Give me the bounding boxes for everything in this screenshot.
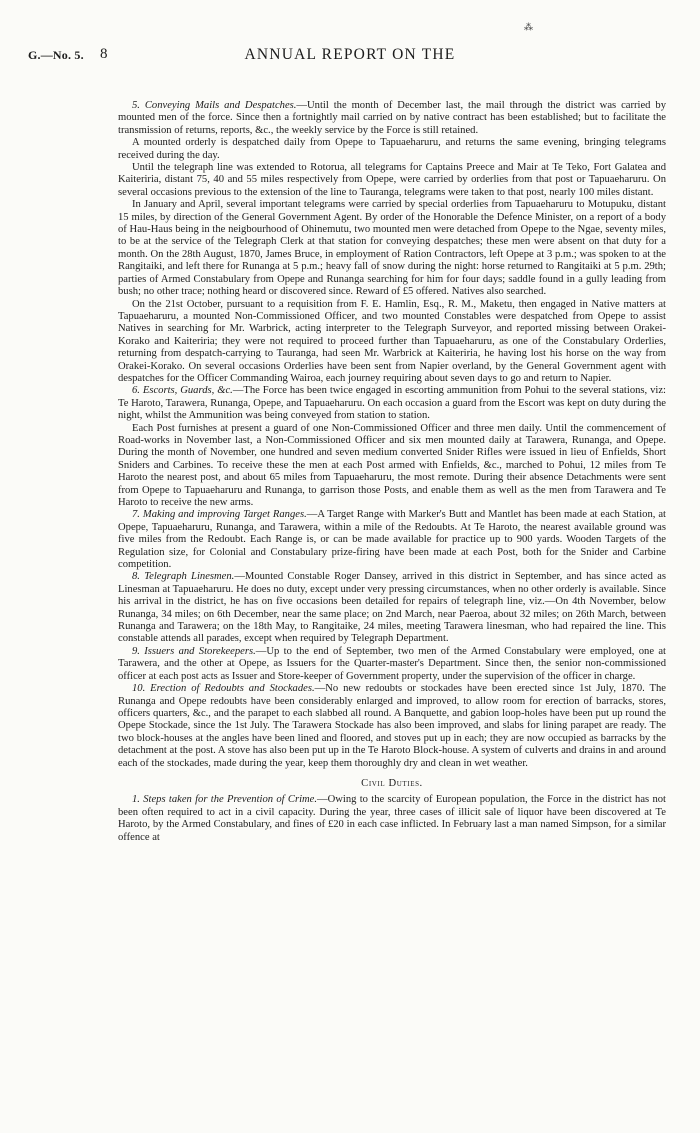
paragraph-rubric: 1. Steps taken for the Prevention of Crime. — [132, 794, 318, 806]
running-title: ANNUAL REPORT ON THE — [244, 46, 456, 63]
page-header — [28, 48, 672, 68]
paragraph — [118, 794, 666, 844]
series-number: G.—No. 5. — [28, 48, 84, 62]
page-number: 8 — [100, 46, 108, 62]
paragraph-rubric: 6. Escorts, Guards, &c. — [132, 385, 233, 397]
corner-mark: ⁂ — [524, 22, 533, 32]
report-body — [118, 100, 666, 844]
paragraph — [118, 299, 666, 386]
paragraph-text: —Owing to the scarcity of European population, the Force in the district has not been often required to act in a civil capacity. During the year, three cases of illicit sale of liquor have been discovered at Te Haroto, by the Armed Constabulary, and fines of £20 in each case inflicted. In February last a man named Simpson, for a similar offence at — [118, 794, 666, 843]
paragraph-text: A mounted orderly is despatched daily from Opepe to Tapuaeharuru, and returns the same evening, bringing telegrams received during the day. — [118, 137, 666, 161]
paragraph-text: On the 21st October, pursuant to a requisition from F. E. Hamlin, Esq., R. M., Maketu, then engaged in Native matters at Tapuaeharuru, a mounted Non-Commissioned Officer, and two mounted Constables were despatched from Opepe to assist Natives in searching for Mr. Warbrick, acting interpreter to the Telegraph Surveyor, and reported missing between Orakei-Korako and Kaiteriria; they were not required to proceed further than Tapuaeharuru, as one of the Constabulary Orderlies, returning from despatch-carrying to Tauranga, had seen Mr. Warbrick at Kaiteriria, he having lost his horse on the way from Orakei-Korako. On several occasions Orderlies have been sent from Napier overland, by the General Government agent with despatches for the Officer Commanding Wairoa, each journey requiring about seven days to go and return to Napier. — [118, 298, 666, 384]
paragraph-rubric: 7. Making and improving Target Ranges. — [132, 509, 307, 521]
paragraph — [118, 100, 666, 137]
paragraph-rubric: 5. Conveying Mails and Despatches. — [132, 100, 297, 111]
paragraph-text: —Up to the end of September, two men of the Armed Constabulary were employed, one at Tarawera, and the other at Opepe, as Issuers for the Quarter-master's Department. Since then, the senior non-commissioned officer at each post acts as Issuer and Store-keeper of Government property, under the supervision of the officer in charge. — [118, 645, 666, 682]
paragraph — [118, 385, 666, 422]
paragraph — [118, 683, 666, 770]
section-heading: Civil Duties. — [361, 777, 423, 789]
paragraph-text: —Mounted Constable Roger Dansey, arrived in this district in September, and has since acted as Linesman at Tapuaeharuru. He does no duty, except under very pressing circumstances, when no other orderly is available. Since his arrival in the district, he has on five occasions been detailed for repairs of telegraph line, viz.—On 4th November, below Runanga, 34 miles; on 6th December, near the same place; on 2nd March, near Paeroa, about 32 miles; on 26th March, between Runanga and Tarawera; on the 18th May, to Rangitaike, 24 miles, meeting Tarawera linesman, who had repaired the line. This constable attends all parades, except when required by Telegraph Department. — [118, 571, 666, 645]
paragraph-rubric: 10. Erection of Redoubts and Stockades. — [132, 683, 315, 695]
paragraph-text: Until the telegraph line was extended to Rotorua, all telegrams for Captains Preece and Mair at Te Teko, Fort Galatea and Kaiteriria, distant 75, 40 and 55 miles respectively from Opepe, were carried by orderlies from that post or Tapuaeharuru. On several occasions previous to the extension of the line to Tauranga, telegrams were taken to that post, nearly 100 miles distant. — [118, 162, 666, 198]
paragraph-rubric: 9. Issuers and Storekeepers. — [132, 645, 256, 657]
paragraph-text: —A Target Range with Marker's Butt and Mantlet has been made at each Station, at Opepe, Tapuaeharuru, Runanga, and Tarawera, within a mile of the Redoubts. At Te Haroto, the nearest available ground was five miles from the Redoubt. Each Range is, or can be made available for practice up to 900 yards. Wooden Targets of the Regulation size, for Colonial and Constabulary prize-firing have been made at each Post, both for the Snider and Carbine competition. — [118, 509, 666, 571]
paragraph — [118, 646, 666, 683]
paragraph — [118, 571, 666, 645]
paragraph — [118, 162, 666, 199]
paragraph-text: —Until the month of December last, the mail through the district was carried by mounted men of the force. Since then a fortnightly mail carried on by native contract has been established; but to facilitate the transmission of returns, reports, &c., the weekly service by the Force is still retained. — [118, 100, 666, 136]
paragraph-rubric: 8. Telegraph Linesmen. — [132, 571, 235, 583]
paragraph-text: —No new redoubts or stockades have been erected since 1st July, 1870. The Runanga and Opepe redoubts have been considerably enlarged and improved, to allow room for erection of barracks, stores, officers quarters, &c., and the parapet to each slabbed all round. A Banquette, and gabion loop-holes have been put up round the Opepe Stockade, since the 1st July. The Tarawera Stockade has also been improved, and slabs for lining parapet are ready. The two block-houses at the angles have been lined and floored, and stoves put up in each; they are now occupied as barracks by the detachment at the post. A stove has also been put up in the Te Haroto Block-house. A system of culverts and drains in and around each of the stockades, made during the year, keep them thoroughly dry and clean in wet weather. — [118, 683, 666, 769]
paragraph — [118, 509, 666, 571]
paragraph — [118, 137, 666, 162]
paragraph — [118, 199, 666, 298]
paragraph — [118, 423, 666, 510]
paragraph-text: In January and April, several important telegrams were carried by special orderlies from Tapuaeharuru to Motupuku, distant 15 miles, by direction of the General Government Agent. By order of the Honorable the Defence Minister, on a report of a body of Hau-Haus being in the neigbourhood of Ohinemutu, two mounted men were detached from Opepe to the Ngae, seventy miles, to be at the service of the Telegraph Clerk at that station for conveying despatches; these men were absent on that duty for a month. On the 28th August, 1870, James Bruce, in employment of Ration Contractors, left Opepe at 3 p.m.; was spoken to at the Rangitaiki, and left there for Runanga at 5 p.m.; heavy fall of snow during the night: horse returned to Rangitaiki at 5 p.m. 29th; parties of Armed Constabulary from Opepe and Runanga searching for him for four days; saddle found in a gully leading from bush; no other trace; nothing heard or discovered since. Reward of £5 offered. Natives also searched. — [118, 199, 666, 298]
paragraph-text: Each Post furnishes at present a guard of one Non-Commissioned Officer and three men daily. Until the commencement of Road-works in November last, a Non-Commissioned Officer and six men mounted daily at Tarawera, Runanga, and Opepe. During the month of November, one hundred and seven medium converted Snider Rifles were issued in lieu of Enfields, Short Sniders and Carbines. To receive these the men at each Post armed with Enfields, &c., marched to Pohui, 12 miles from Te Haroto the nearest post, and about 65 miles from Tapuaeharuru, the most remote. During their absence Detachments were sent from Opepe to Tapuaeharuru and Runanga, to garrison those Posts, and enable them as well as the men from Tarawera and Te Haroto to receive the new arms. — [118, 422, 666, 508]
paragraph-text: —The Force has been twice engaged in escorting ammunition from Pohui to the several stations, viz: Te Haroto, Tarawera, Runanga, Opepe, and Tapuaeharuru. On each occasion a guard from the Escort was kept on duty during the night, whilst the Ammunition was being conveyed from station to station. — [118, 385, 666, 422]
